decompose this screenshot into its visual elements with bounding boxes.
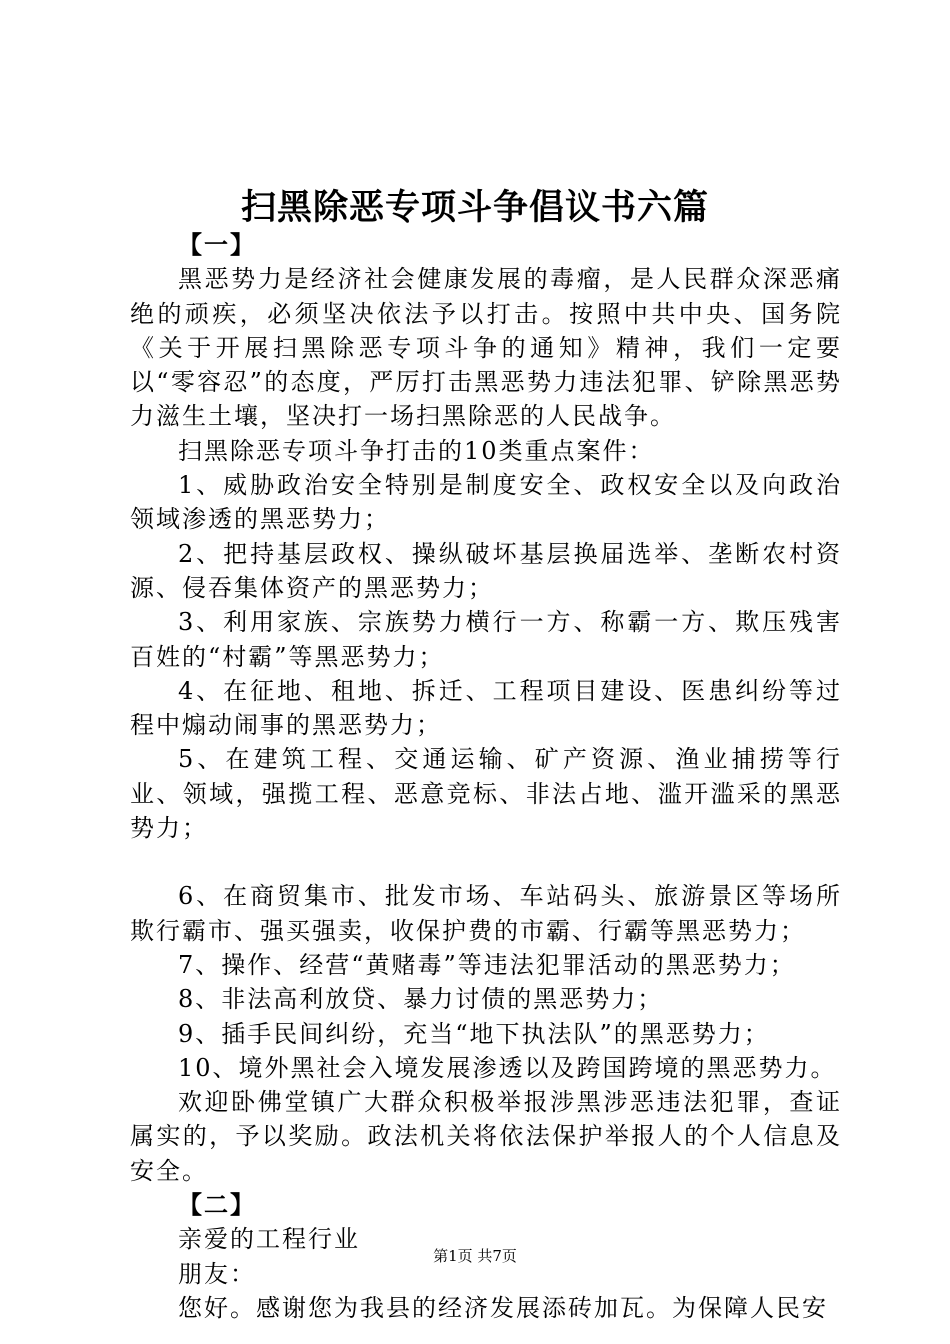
list-item-8: 8、非法高利放贷、暴力讨债的黑恶势力； [178,985,664,1014]
paragraph-closing: 欢迎卧佛堂镇广大群众积极举报涉黑涉恶违法犯罪，查证属实的，予以奖励。政法机关将依法保护举报人的个人信息及安全。 [130,1088,842,1185]
paragraph-intro: 黑恶势力是经济社会健康发展的毒瘤，是人民群众深恶痛绝的顽疾，必须坚决依法予以打击。按照中共中央、国务院《关于开展扫黑除恶专项斗争的通知》精神，我们一定要以“零容忍”的态度，严厉打击黑恶势力违法犯罪、铲除黑恶势力滋生土壤，坚决打一场扫黑除恶的人民战争。 [130,265,842,431]
document-title: 扫黑除恶专项斗争倡议书六篇 [240,188,709,228]
list-item-3: 3、利用家族、宗族势力横行一方、称霸一方、欺压残害百姓的“村霸”等黑恶势力； [130,608,842,671]
list-item-7: 7、操作、经营“黄赌毒”等违法犯罪活动的黑恶势力； [178,950,796,979]
list-item-2: 2、把持基层政权、操纵破坏基层换届选举、垄断农村资源、侵吞集体资产的黑恶势力； [130,539,842,602]
blank-line [130,845,842,879]
paragraph-letter: 您好。感谢您为我县的经济发展添砖加瓦。为保障人民安 [178,1293,828,1322]
list-item-9: 9、插手民间纠纷，充当“地下执法队”的黑恶势力； [178,1019,770,1048]
list-item-1: 1、威胁政治安全特别是制度安全、政权安全以及向政治领域渗透的黑恶势力； [130,471,842,534]
section-heading-2: 【二】 [178,1191,256,1220]
list-item-10: 10、境外黑社会入境发展渗透以及跨国跨境的黑恶势力。 [178,1053,837,1082]
greeting-line-2: 朋友： [178,1259,256,1288]
section-heading-1: 【一】 [178,231,256,259]
greeting-line-1: 亲爱的工程行业 [178,1225,360,1254]
paragraph-list-intro: 扫黑除恶专项斗争打击的10类重点案件： [178,436,655,465]
page-footer: 第1页 共7页 [433,1247,517,1265]
list-item-4: 4、在征地、租地、拆迁、工程项目建设、医患纠纷等过程中煽动闹事的黑恶势力； [130,676,842,740]
document-body [130,228,842,1325]
list-item-5: 5、在建筑工程、交通运输、矿产资源、渔业捕捞等行业、领域，强揽工程、恶意竞标、非法占地、滥开滥采的黑恶势力； [130,745,842,843]
list-item-6: 6、在商贸集市、批发市场、车站码头、旅游景区等场所欺行霸市、强买强卖，收保护费的市霸、行霸等黑恶势力； [130,882,842,945]
